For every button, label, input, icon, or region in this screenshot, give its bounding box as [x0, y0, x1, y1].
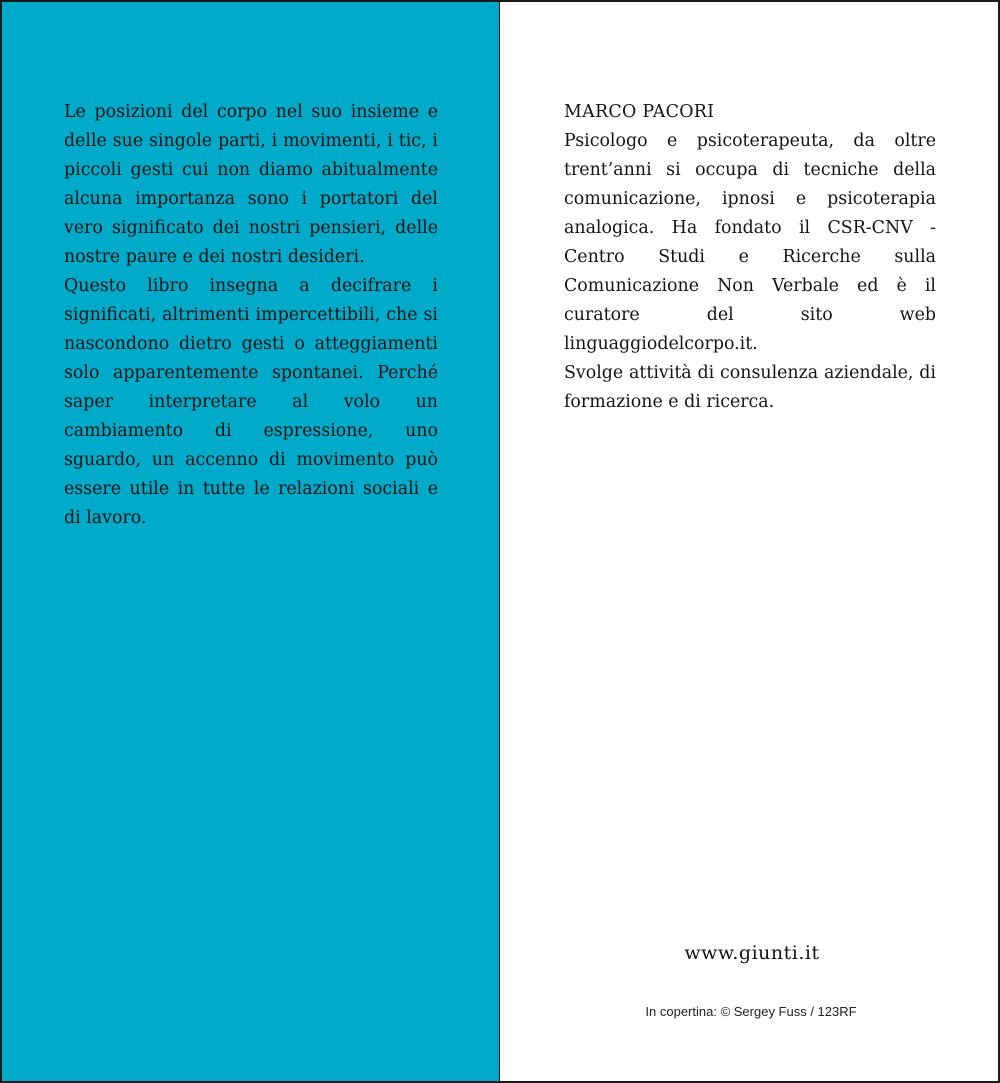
book-blurb [64, 98, 438, 533]
bio-paragraph: Svolge attività di consulenza aziendale, di formazione e di ricerca. [564, 363, 936, 412]
blurb-paragraph: Le posizioni del corpo nel suo insieme e delle sue singole parti, i movimenti, i tic, i piccoli gesti cui non diamo abitualmente alcuna importanza sono i portatori del vero significato dei nostri pensieri, delle nostre paure e dei nostri desideri. [64, 102, 438, 267]
publisher-url: www.giunti.it [684, 942, 820, 964]
right-flap [500, 2, 998, 1081]
bio-paragraph: Psicologo e psicoterapeuta, da oltre trent’anni si occupa di tecniche della comunicazione, ipnosi e psicoterapia analogica. Ha fondato il CSR-CNV - Centro Studi e Ricerche sulla Comunicazione Non Verbale ed è il curatore del sito web linguaggiodelcorpo.it. [564, 131, 936, 354]
blurb-paragraph: Questo libro insegna a decifrare i significati, altrimenti impercettibili, che si nascondono dietro gesti o atteggiamenti solo apparentemente spontanei. Perché saper interpretare al volo un cambiamento di espressione, uno sguardo, un accenno di movimento può essere utile in tutte le relazioni sociali e di lavoro. [64, 276, 438, 528]
author-name: MARCO PACORI [564, 102, 715, 122]
left-flap [2, 2, 500, 1081]
cover-credit: In copertina: © Sergey Fuss / 123RF [645, 1004, 857, 1019]
author-bio [564, 98, 936, 417]
